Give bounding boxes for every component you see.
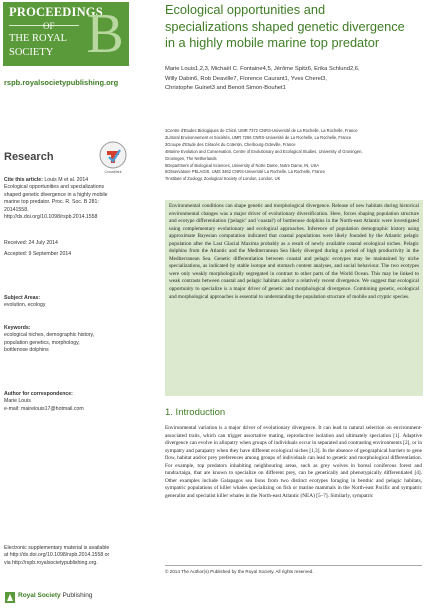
article-title bbox=[165, 2, 421, 52]
cite-line: Louis M et al. 2014 bbox=[42, 177, 89, 183]
keywords-line: population genetics, morphology, bbox=[4, 339, 80, 346]
abstract-box bbox=[165, 200, 423, 396]
keywords-block bbox=[4, 325, 132, 355]
logo-letter: B bbox=[86, 3, 124, 65]
affiliation: 5Department of Biological Sciences, University of Notre Dame, Notre Dame, IN, USA bbox=[165, 162, 320, 168]
cite-line: 20141558. bbox=[4, 206, 29, 213]
author-list bbox=[165, 65, 423, 94]
section-label: Research bbox=[4, 151, 54, 163]
affiliation: 6Observatoire PELAGIS, UMS 3462 CNRS-Université La Rochelle, La Rochelle, France bbox=[165, 169, 325, 175]
cite-line: Ecological opportunities and specializations bbox=[4, 184, 105, 191]
title-line: specializations shaped genetic divergence bbox=[165, 18, 405, 34]
esm-line[interactable]: via http://rspb.royalsocietypublishing.org. bbox=[4, 559, 98, 566]
subject-value: evolution, ecology bbox=[4, 302, 46, 309]
correspondence-name: Marie Louis bbox=[4, 398, 31, 405]
journal-logo bbox=[3, 2, 129, 66]
esm-block bbox=[4, 545, 132, 567]
author-line: Marie Louis1,2,3, Michaël C. Fontaine4,5, Jérôme Spitz6, Erika Schlund2,6, bbox=[165, 66, 360, 72]
logo-of: OF bbox=[43, 21, 55, 31]
received-date: Received: 24 July 2014 bbox=[4, 240, 58, 246]
logo-society: SOCIETY bbox=[9, 47, 54, 58]
cite-line: marine top predator. Proc. R. Soc. B 281: bbox=[4, 199, 99, 206]
affiliation: 7Institute of Zoology, Zoological Society of London, London, UK bbox=[165, 176, 281, 182]
affiliation: 2Littoral Environnement et Sociétés, UMR 7266 CNRS-Université de La Rochelle, La Rochelle, France bbox=[165, 134, 352, 140]
cite-line: shaped genetic divergence in a highly mobile bbox=[4, 191, 108, 198]
affiliation: 4Marine Evolution and Conservation, Centre of Evolutionary and Ecological Studies, University of Groningen, bbox=[165, 148, 363, 154]
keywords-line: ecological niches, demographic history, bbox=[4, 332, 95, 339]
correspondence-heading: Author for correspondence: bbox=[4, 391, 73, 397]
author-line: Christophe Guinet3 and Benoit Simon-Bouhet1 bbox=[165, 85, 286, 91]
accepted-date: Accepted: 9 September 2014 bbox=[4, 251, 72, 258]
cite-heading: Cite this article: bbox=[4, 177, 43, 183]
journal-url-link[interactable]: rspb.royalsocietypublishing.org bbox=[4, 78, 119, 87]
logo-the-royal: THE ROYAL bbox=[9, 33, 68, 44]
dates-block bbox=[4, 240, 132, 259]
citation-block bbox=[4, 177, 132, 221]
logo-title: PROCEEDINGS bbox=[9, 5, 103, 19]
introduction-text: Environmental variation is a major driver of evolutionary divergence. It can lead to natural selection on environment-associated traits, which can trigger assortative mating, reproductive isolation and ultimately speciation [1]. Adaptive divergence can evolve in allopatry when groups of individuals occur in separated and contrasting environments [2], or in sympatry and parapatry when they have different ecological niches [1,3]. In the absence of geographical barriers to gene flow, habitat and/or prey preferences among groups of individuals can lead to genetic and morphological differentiation. For example, top predators inhabiting neighbouring areas, such as grey wolves in boreal coniferous forest and tundra/taiga, that are known to specialize on different prey, can be genetically and phenotypically differentiated [4]. Other examples include Galapagos sea lions from two distinct ecotypes foraging in benthic and pelagic habitats, sympatric populations of killer whales specializing on fish or marine mammals in the North-east Pacific and sympatric generalist and specialist killer whales in the North-east Atlantic (NEA) [5–7]. Similarly, sympatric bbox=[165, 425, 422, 499]
correspondence-email[interactable]: e-mail: mairelouis17@hotmail.com bbox=[4, 405, 84, 412]
publisher-name-rest: Publishing bbox=[60, 592, 93, 599]
author-line: Willy Dabin6, Rob Deaville7, Florence Caurant1, Yves Cherel3, bbox=[165, 75, 327, 82]
royal-society-logo-icon bbox=[5, 592, 15, 603]
correspondence-block bbox=[4, 391, 132, 413]
section-heading: 1. Introduction bbox=[165, 407, 226, 418]
affiliation: 3Groupe d'Etude des Cétacés du Cotentin, Cherbourg-Octeville, France bbox=[165, 141, 296, 147]
cite-doi-link[interactable]: http://dx.doi.org/10.1098/rspb.2014.1558 bbox=[4, 214, 98, 221]
affiliations bbox=[165, 128, 423, 183]
crossmark-icon[interactable] bbox=[98, 140, 128, 170]
subject-block bbox=[4, 295, 132, 310]
crossmark-label: CrossMark bbox=[104, 170, 122, 174]
footer-divider bbox=[165, 565, 422, 566]
keywords-heading: Keywords: bbox=[4, 325, 31, 331]
abstract-text: Environmental conditions can shape genetic and morphological divergence. Release of new habitats during historical environmental changes was a major driver of evolutionary diversification. Here, forces shaping population structure and ecotype differentiation ('pelagic' and 'coastal') of bottlenose dolphins in the North-east Atlantic were investigated using complementary evolutionary and ecological approaches. Inference of population demographic history using approximate Bayesian computation indicated that coastal populations were likely founded by the Atlantic pelagic population after the Last Glacial Maxima probably as a result of newly available coastal ecological niches. Pelagic dolphins from the Atlantic and the Mediterranean Sea likely diverged during a period of high productivity in the Mediterranean Sea. Genetic differentiation between coastal and pelagic ecotypes may be maintained by niche specializations, as indicated by stable isotope and stomach content analyses, and social behaviour. The two ecotypes were only weakly morphologically segregated in contrast to other parts of the World Ocean. This may be linked to weak contrasts between coastal and pelagic habitats and/or a relatively recent divergence. We suggest that ecological opportunity to specialize is a major driver of genetic and morphological divergence. Combining genetic, ecological and morphological approaches is essential to understanding the population structure of mobile and cryptic species. bbox=[169, 203, 419, 300]
esm-line[interactable]: at http://dx.doi.org/10.1098/rspb.2014.1558 or bbox=[4, 552, 110, 559]
title-line: in a highly mobile marine top predator bbox=[165, 35, 380, 50]
esm-line: Electronic supplementary material is available bbox=[4, 545, 110, 551]
title-line: Ecological opportunities and bbox=[165, 2, 326, 17]
affiliation: 1Centre d'Etudes Biologiques de Chizé, UMR 7372 CNRS-Université de La Rochelle, La Rochelle, France bbox=[165, 128, 358, 133]
publisher-name-bold: Royal Society bbox=[18, 592, 61, 599]
subject-heading: Subject Areas: bbox=[4, 295, 41, 301]
copyright-notice: © 2014 The Author(s) Published by the Royal Society. All rights reserved. bbox=[165, 569, 314, 574]
publisher-name bbox=[18, 592, 92, 599]
affiliation: Groningen, The Netherlands bbox=[165, 155, 217, 161]
keywords-line: bottlenose dolphins bbox=[4, 347, 49, 354]
